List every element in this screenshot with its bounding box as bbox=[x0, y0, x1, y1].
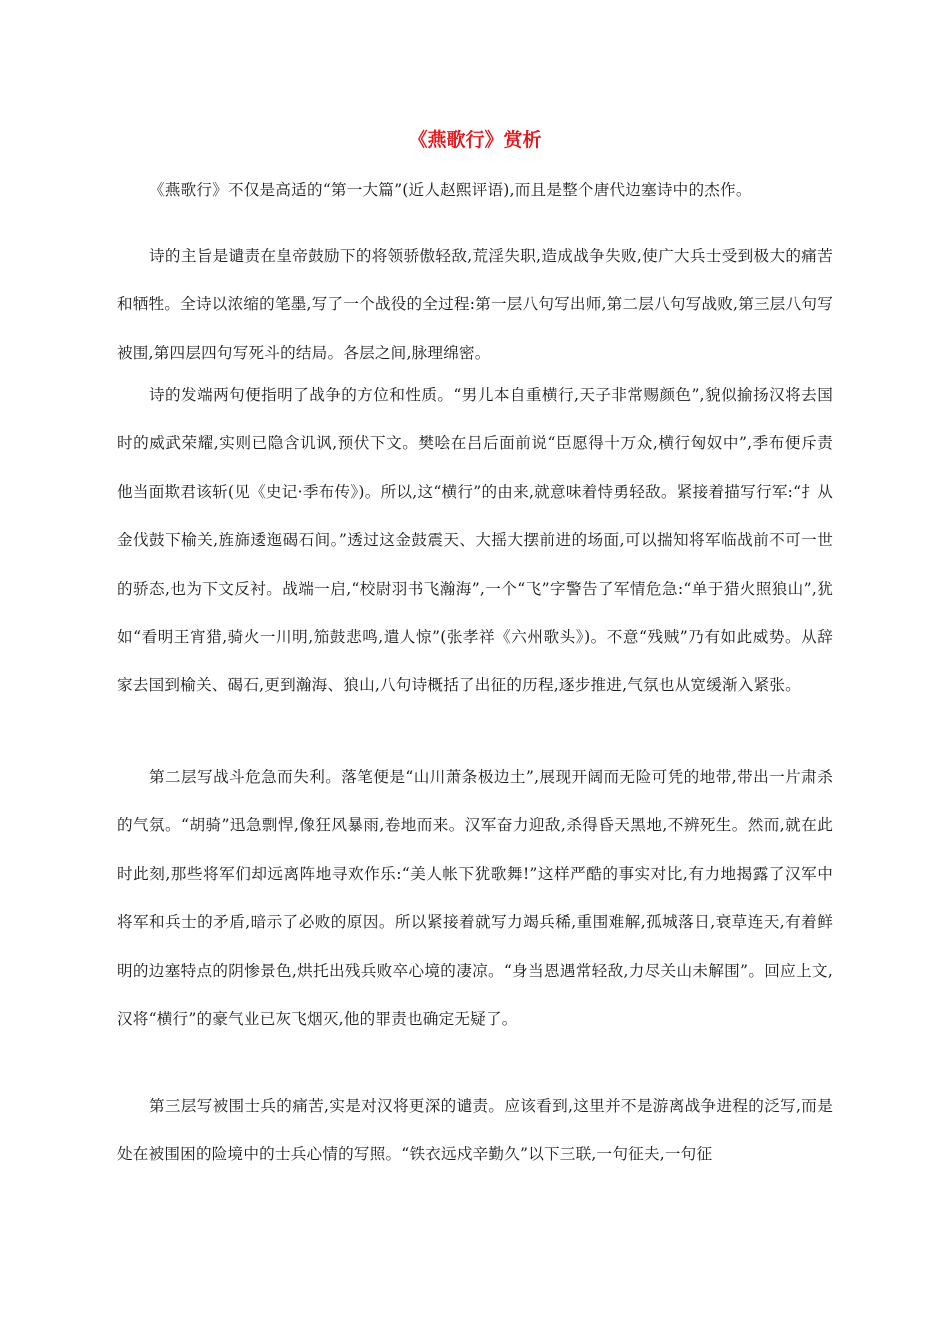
paragraph-theme: 诗的主旨是谴责在皇帝鼓励下的将领骄傲轻敌,荒淫失职,造成战争失败,使广大兵士受到极大的痛苦和牺牲。全诗以浓缩的笔墨,写了一个战役的全过程:第一层八句写出师,第二层八句写战败,第三层八句写被围,第四层四句写死斗的结局。各层之间,脉理绵密。 bbox=[117, 247, 833, 362]
document-title: 《燕歌行》赏析 bbox=[408, 129, 542, 151]
paragraph-layer-one: 诗的发端两句便指明了战争的方位和性质。“男儿本自重横行,天子非常赐颜色”,貌似揄扬汉将去国时的威武荣耀,实则已隐含讥讽,预伏下文。樊哙在吕后面前说“臣愿得十万众,横行匈奴中”,季布便斥责他当面欺君该斩(见《史记·季布传》)。所以,这“横行”的由来,就意味着恃勇轻敌。紧接着描写行军:“扌从金伐鼓下榆关,旌旆逶迤碣石间。”透过这金鼓震天、大摇大摆前进的场面,可以揣知将军临战前不可一世的骄态,也为下文反衬。战端一启,“校尉羽书飞瀚海”,一个“飞”字警告了军情危急:“单于猎火照狼山”,犹如“看明王宵猎,骑火一川明,笳鼓悲鸣,遣人惊”(张孝祥《六州歌头》)。不意“残贼”乃有如此威势。从辞家去国到榆关、碣石,更到瀚海、狼山,八句诗概括了出征的历程,逐步推进,气氛也从宽缓渐入紧张。 bbox=[117, 386, 833, 695]
paragraph-layer-three: 第三层写被围士兵的痛苦,实是对汉将更深的谴责。应该看到,这里并不是游离战争进程的泛写,而是处在被围困的险境中的士兵心情的写照。“铁衣远戍辛勤久”以下三联,一句征夫,一句征 bbox=[117, 1097, 833, 1164]
paragraph-layer-two: 第二层写战斗危急而失利。落笔便是“山川萧条极边土”,展现开阔而无险可凭的地带,带出一片肃杀的气氛。“胡骑”迅急剽悍,像狂风暴雨,卷地而来。汉军奋力迎敌,杀得昏天黑地,不辨死生。然而,就在此时此刻,那些将军们却远离阵地寻欢作乐:“美人帐下犹歌舞!”这样严酷的事实对比,有力地揭露了汉军中将军和兵士的矛盾,暗示了必败的原因。所以紧接着就写力竭兵稀,重围难解,孤城落日,衰草连天,有着鲜明的边塞特点的阴惨景色,烘托出残兵败卒心境的凄凉。“身当恩遇常轻敌,力尽关山未解围”。回应上文,汉将“横行”的豪气业已灰飞烟灭,他的罪责也确定无疑了。 bbox=[117, 768, 833, 1029]
paragraph-intro: 《燕歌行》不仅是高适的“第一大篇”(近人赵熙评语),而且是整个唐代边塞诗中的杰作。 bbox=[149, 181, 752, 199]
